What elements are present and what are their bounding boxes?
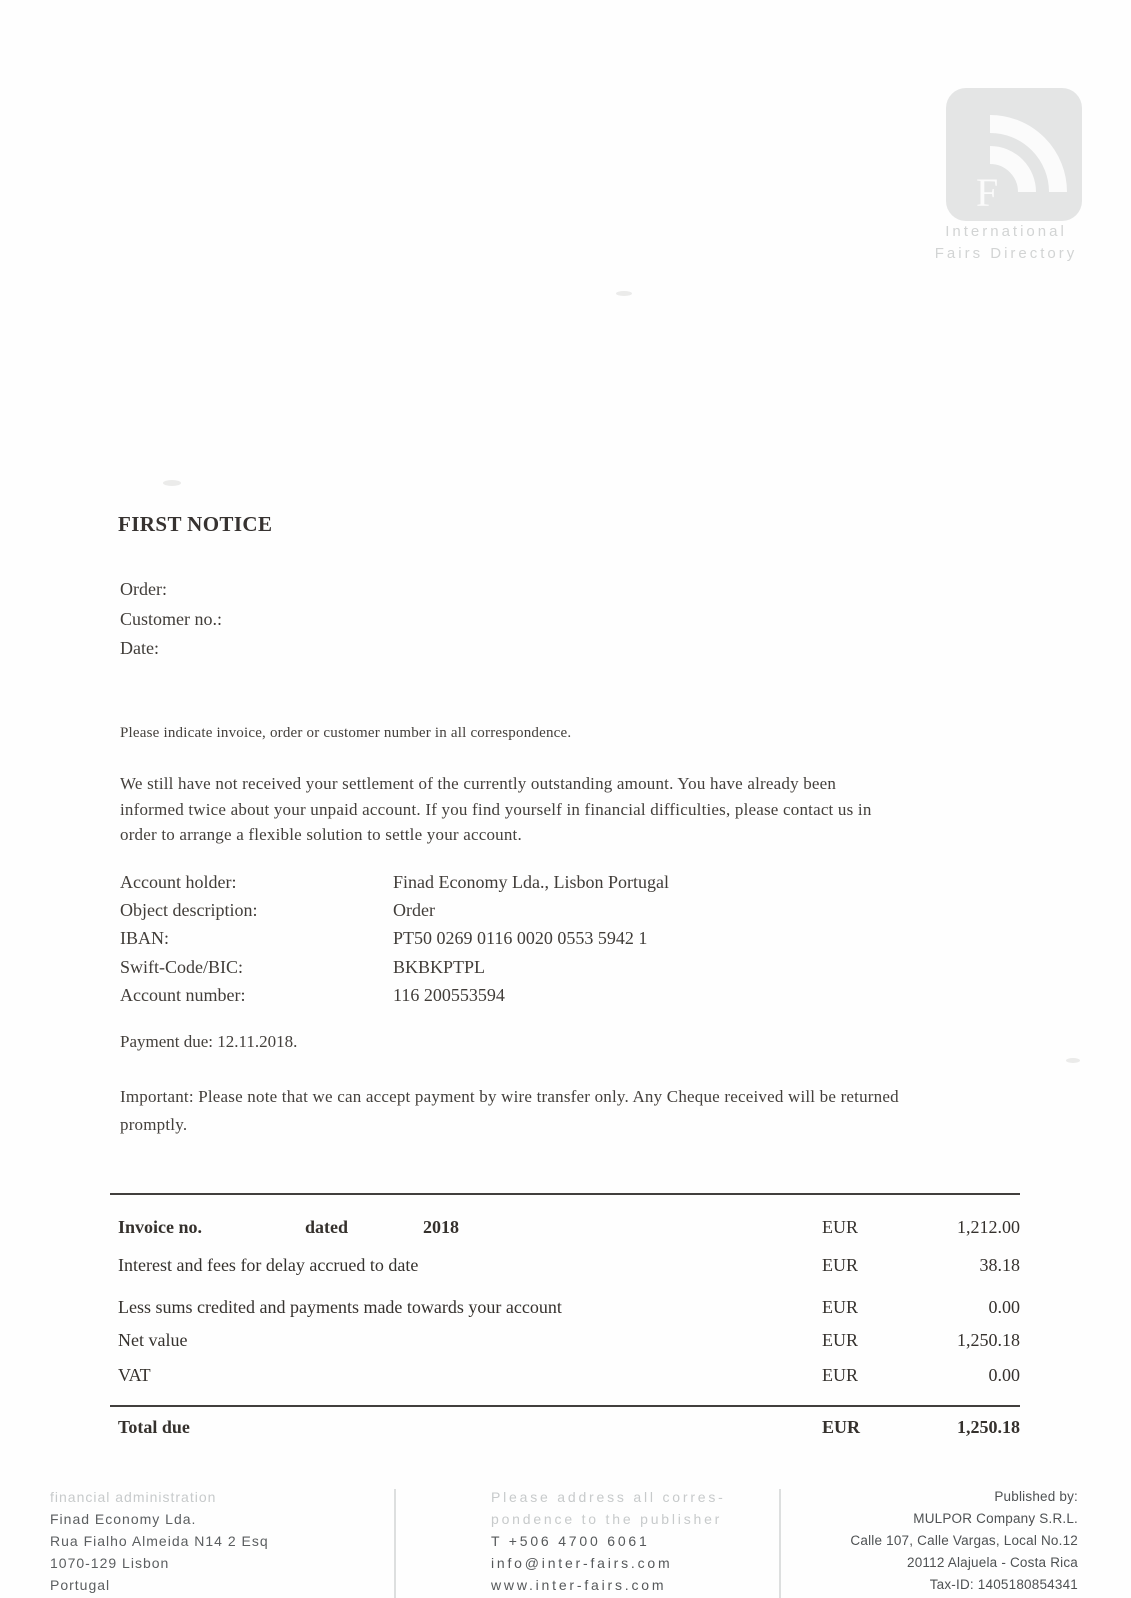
footer-divider [779,1489,781,1598]
footer-email: info@inter-fairs.com [491,1555,673,1571]
currency-code: EUR [822,1417,861,1437]
footer-right-line: Published by: [994,1489,1078,1504]
date-label: Date: [120,638,159,658]
footer-left-line: 1070-129 Lisbon [50,1555,170,1571]
footer-center-heading: pondence to the publisher [491,1511,723,1527]
fairs-directory-logo-icon [946,88,1082,221]
account-row [120,896,669,924]
account-number-label: Account number: [120,984,246,1005]
row-label: Interest and fees for delay accrued to date [118,1255,419,1275]
table-row-invoice [110,1217,1020,1245]
iban-label: IBAN: [120,928,169,949]
signal-arcs-icon [946,88,1082,221]
table-rule-top [110,1193,1020,1195]
page-footer [0,1486,1131,1598]
invoice-year-label: 2018 [423,1217,459,1237]
footer-right-line: 20112 Alajuela - Costa Rica [907,1555,1078,1570]
swift-bic-value: BKBKPTPL [393,956,486,977]
logo-caption-line1: International [945,223,1067,240]
correspondence-note: Please indicate invoice, order or customer number in all correspondence. [120,725,572,741]
footer-right-line: MULPOR Company S.R.L. [913,1511,1078,1526]
invoice-summary-table [110,1193,1020,1468]
footer-left-heading: financial administration [50,1489,217,1505]
table-rule-bottom [110,1405,1020,1407]
amount-value: 0.00 [988,1365,1020,1385]
account-holder-value: Finad Economy Lda., Lisbon Portugal [393,872,669,892]
order-label: Order: [120,579,167,599]
scan-artifact [616,291,632,296]
table-row-interest [110,1255,1020,1283]
currency-code: EUR [822,1255,858,1275]
logo-letter: F [976,170,999,215]
important-line: promptly. [120,1114,188,1134]
amount-value: 0.00 [988,1297,1020,1317]
account-row [120,981,669,1009]
invoice-no-label: Invoice no. [118,1217,203,1237]
table-row-vat [110,1365,1020,1393]
account-row [120,868,669,896]
currency-code: EUR [822,1330,858,1350]
account-holder-label: Account holder: [120,872,237,892]
footer-left-line: Portugal [50,1577,111,1593]
important-note [120,1083,899,1138]
letter-title: FIRST NOTICE [118,512,273,536]
account-row [120,924,669,952]
footer-right-line: Calle 107, Calle Vargas, Local No.12 [850,1533,1078,1548]
payment-due-line: Payment due: 12.11.2018. [120,1032,298,1051]
row-label: Net value [118,1330,188,1350]
footer-left-line: Rua Fialho Almeida N14 2 Esq [50,1533,269,1549]
table-row-net-value [110,1330,1020,1358]
body-line: We still have not received your settlement of the currently outstanding amount. You have already been [120,774,837,793]
row-label: VAT [118,1365,151,1385]
reference-block [120,575,222,664]
customer-no-label: Customer no.: [120,608,222,629]
account-details [120,868,669,1009]
body-line: order to arrange a flexible solution to settle your account. [120,825,522,845]
currency-code: EUR [822,1365,858,1385]
swift-bic-label: Swift-Code/BIC: [120,956,244,977]
footer-divider [394,1489,396,1598]
scan-artifact [1066,1058,1080,1063]
amount-value: 1,212.00 [957,1217,1020,1237]
footer-publisher-contact [491,1486,726,1596]
logo-caption-line2: Fairs Directory [934,245,1078,262]
currency-code: EUR [822,1217,858,1237]
row-label: Less sums credited and payments made towards your account [118,1297,562,1317]
body-paragraph [120,771,872,848]
table-row-total-due [110,1417,1020,1445]
scan-artifact [163,480,181,486]
object-description-value: Order [393,900,435,921]
footer-published-by [850,1486,1078,1596]
currency-code: EUR [822,1297,858,1317]
logo-caption [922,221,1090,265]
amount-value: 1,250.18 [957,1330,1020,1350]
table-row-credits [110,1297,1020,1325]
body-line: informed twice about your unpaid account. If you find yourself in financial difficulties, please contact us in [120,799,872,819]
amount-value: 38.18 [979,1255,1020,1275]
invoice-dated-label: dated [305,1217,349,1237]
footer-financial-administration [50,1486,269,1596]
important-line: Important: Please note that we can accept payment by wire transfer only. Any Cheque received will be returned [120,1087,899,1106]
total-due-label: Total due [118,1417,190,1437]
footer-website: www.inter-fairs.com [491,1577,667,1593]
amount-value: 1,250.18 [957,1417,1020,1437]
iban-value: PT50 0269 0116 0020 0553 5942 1 [393,928,648,949]
footer-tax-id: Tax-ID: 1405180854341 [929,1577,1078,1592]
account-row [120,953,669,981]
footer-center-heading: Please address all corres- [491,1489,726,1505]
footer-left-line: Finad Economy Lda. [50,1511,197,1527]
footer-phone: T +506 4700 6061 [491,1533,650,1549]
account-number-value: 116 200553594 [393,984,505,1005]
object-description-label: Object description: [120,900,258,921]
